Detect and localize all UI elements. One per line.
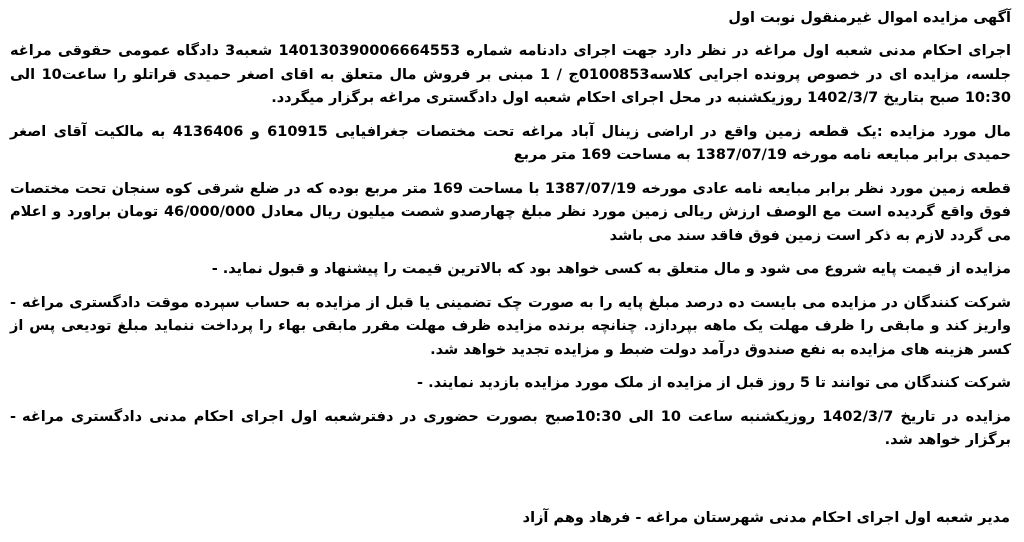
auction-date-text: مزایده در تاریخ 1402/3/7 روزیکشنبه ساعت 10 الی 10:30صبح بصورت حضوری در دفترشعبه اول اجرای احکام مدنی دادگستری مراغه برگزار خواهد شد.	[22, 408, 1011, 448]
inspection-text: شرکت کنندگان می توانند تا 5 روز قبل از مزایده از ملک مورد مزایده بازدید نمایند. -	[417, 375, 1011, 391]
property-description-paragraph	[10, 121, 1011, 168]
inspection-clause	[10, 372, 1011, 396]
property-description-text: مال مورد مزایده :یک قطعه زمین واقع در اراضی زینال آباد مراغه تحت مختصات جغرافیایی 610915 و 4136406 به مالکیت آقای اصغر حمیدی برابر مبایعه نامه مورخه 1387/07/19 به مساحت 169 متر مربع	[10, 123, 1012, 163]
deposit-terms-clause	[10, 292, 1011, 363]
auction-intro-text: اجرای احکام مدنی شعبه اول مراغه در نظر دارد جهت اجرای دادنامه شماره 140130390006664553 شعبه3 دادگاه عمومی حقوقی مراغه جلسه، مزایده ای در خصوص پرونده اجرایی کلاسه0100853ج / 1 مبنی بر فروش مال متعلق به اقای اصغر حمیدی قراتلو را ساعت10 الی 10:30 صبح بتاریخ 1402/3/7 روزیکشنبه در محل اجرای احکام شعبه اول دادگستری مراغه برگزار میگردد.	[10, 43, 1012, 106]
auction-date-clause	[10, 406, 1011, 453]
auction-intro-paragraph	[10, 40, 1011, 111]
signature-line: مدیر شعبه اول اجرای احکام مدنی شهرستان مراغه - فرهاد وهم آزاد	[522, 510, 1010, 526]
valuation-paragraph	[10, 178, 1011, 249]
starting-price-clause	[10, 258, 1011, 282]
deposit-terms-text: شرکت کنندگان در مزایده می بایست ده درصد مبلغ پایه را به صورت چک تضمینی یا قبل از مزایده به حساب سپرده موقت دادگستری مراغه واریز کند و مابقی را ظرف مهلت یک ماهه بپردازد. چنانچه برنده مزایده ظرف مهلت مقرر مابقی بهاء را پرداخت ننماید مبلغ تودیعی پس از کسر هزینه های مزایده به نفع صندوق درآمد دولت ضبط و مزایده تجدید خواهد شد.	[10, 294, 1011, 358]
list-dash-marker: -	[10, 408, 17, 425]
valuation-text: قطعه زمین مورد نظر برابر مبایعه نامه عادی مورخه 1387/07/19 با مساحت 169 متر مربع بوده که در ضلع شرقی کوه سنجان تحت مختصات فوق واقع گردیده است مع الوصف ارزش ریالی زمین مورد نظر مبلغ چهارصدو شصت میلیون ریال معادل 46/000/000 تومان براورد و اعلام می گردد لازم به ذکر است زمین فوق فاقد سند می باشد	[10, 180, 1011, 244]
notice-title: آگهی مزایده اموال غیرمنقول نوبت اول	[728, 10, 1011, 26]
list-dash-marker: -	[10, 294, 17, 311]
starting-price-text: مزایده از قیمت پایه شروع می شود و مال متعلق به کسی خواهد بود که بالاترین قیمت را پیشنهاد و قبول نماید. -	[211, 261, 1011, 277]
